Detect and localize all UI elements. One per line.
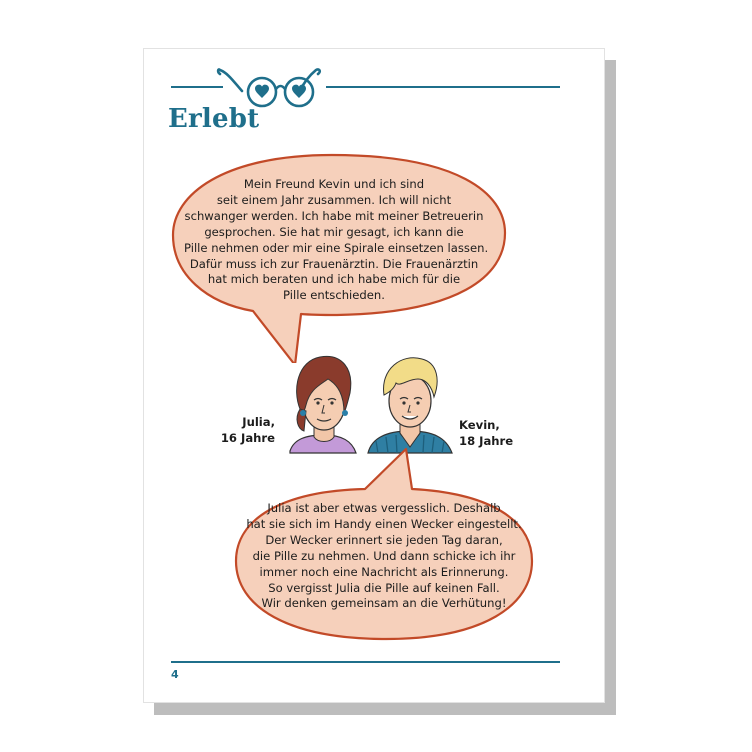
text-line: immer noch eine Nachricht als Erinnerung.	[259, 564, 509, 579]
caption-julia-name: Julia,	[242, 415, 275, 429]
caption-kevin	[459, 417, 513, 449]
text-line: Julia ist aber etwas vergesslich. Deshalb	[267, 501, 501, 515]
kevin-portrait	[366, 349, 456, 459]
text-line: Mein Freund Kevin und ich sind	[243, 177, 425, 191]
footer-rule	[171, 661, 560, 663]
header-rule-right	[326, 86, 560, 88]
document-page	[143, 48, 605, 703]
text-line: Pille entschieden.	[283, 288, 385, 303]
page-number: 4	[171, 668, 179, 681]
text-line: hat sie sich im Handy einen Wecker eingestellt.	[246, 516, 522, 531]
text-line: Der Wecker erinnert sie jeden Tag daran,	[265, 532, 503, 547]
text-line: Pille nehmen oder mir eine Spirale einsetzen lassen.	[184, 240, 489, 255]
caption-julia	[221, 414, 275, 446]
page-title: Erlebt	[168, 104, 260, 134]
caption-julia-age: 16 Jahre	[220, 431, 275, 445]
caption-kevin-age: 18 Jahre	[459, 434, 514, 448]
text-line: gesprochen. Sie hat mir gesagt, ich kann die	[204, 224, 464, 239]
text-line: die Pille zu nehmen. Und dann schicke ich ihr	[252, 548, 516, 563]
bubble-julia-text	[184, 177, 489, 304]
text-line: seit einem Jahr zusammen. Ich will nicht	[216, 192, 452, 207]
caption-kevin-name: Kevin,	[459, 418, 500, 432]
text-line: Wir denken gemeinsam an die Verhütung!	[261, 596, 507, 611]
bubble-kevin-text	[236, 501, 532, 612]
text-line: Dafür muss ich zur Frauenärztin. Die Frauenärztin	[189, 256, 479, 271]
text-line: schwanger werden. Ich habe mit meiner Betreuerin	[184, 208, 484, 223]
text-line: So vergisst Julia die Pille auf keinen Fall.	[268, 580, 500, 595]
text-line: hat mich beraten und ich habe mich für die	[207, 272, 461, 287]
glasses-heart-icon	[216, 60, 328, 110]
julia-portrait	[284, 349, 364, 459]
